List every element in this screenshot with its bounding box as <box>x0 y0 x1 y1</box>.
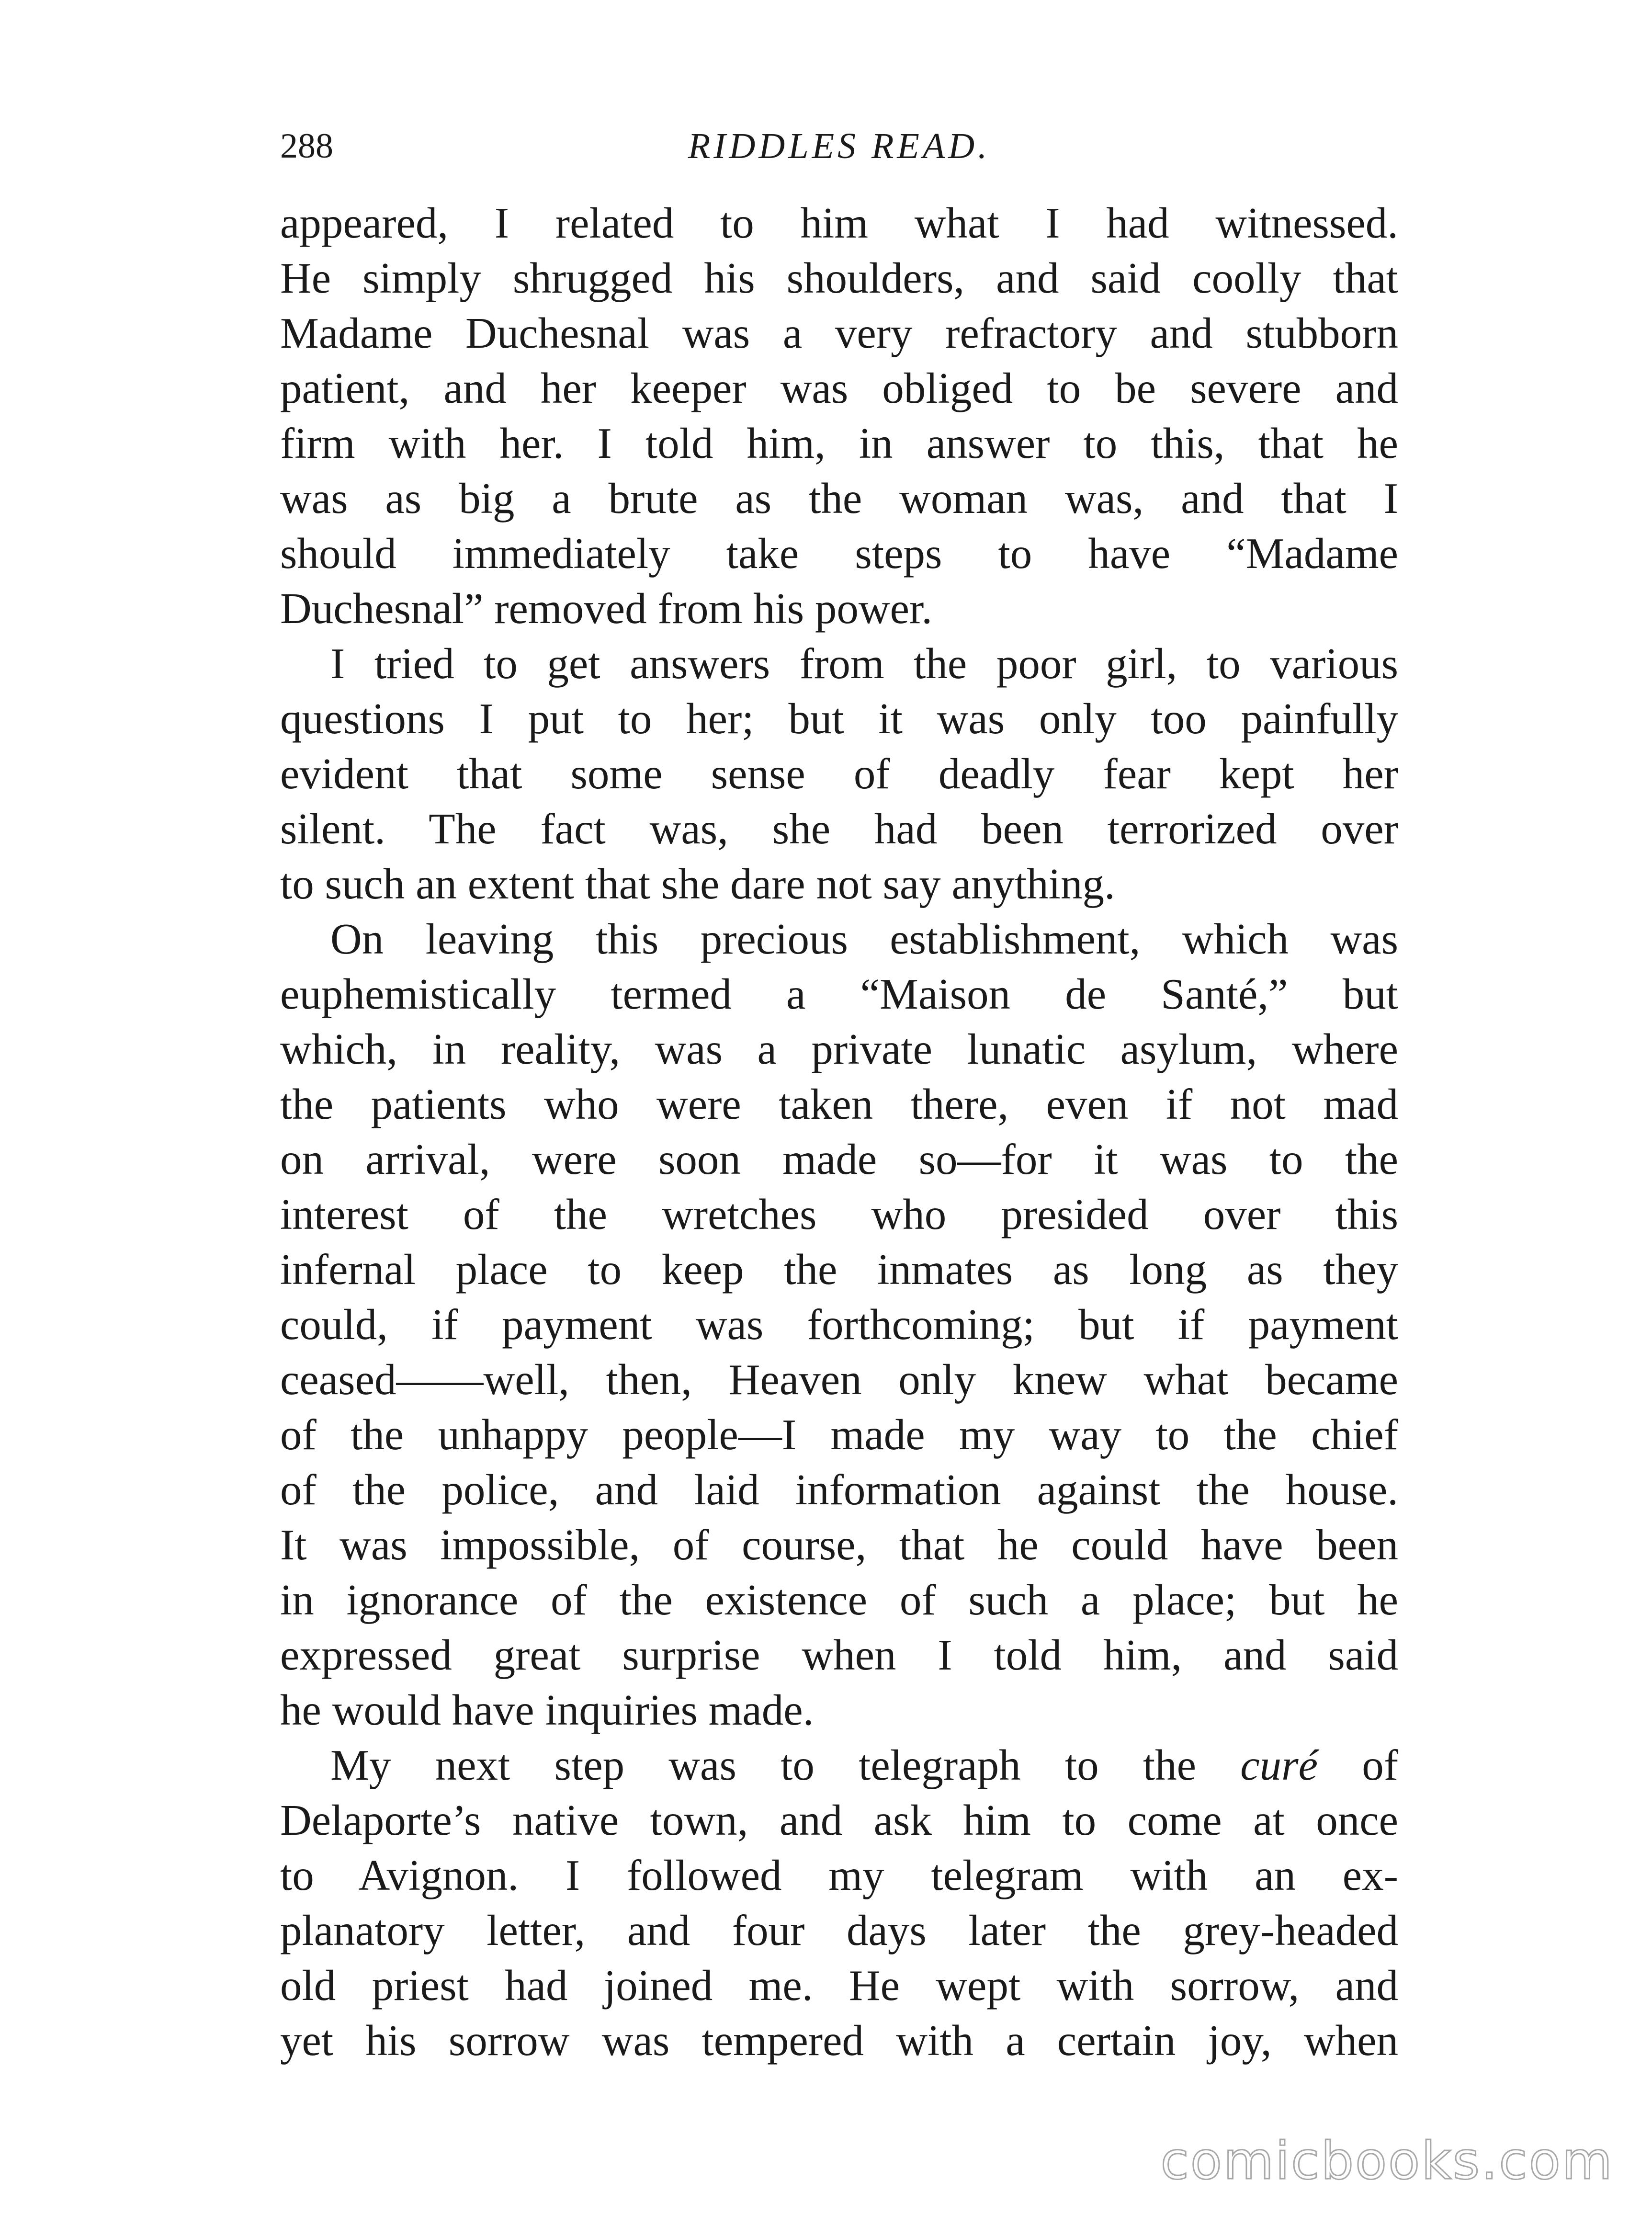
text-line: infernal place to keep the inmates as long as they <box>280 1245 1398 1294</box>
text-line: planatory letter, and four days later the grey-headed <box>280 1906 1398 1954</box>
text-run: of <box>1362 1741 1399 1789</box>
text-line: should immediately take steps to have “Madame <box>280 529 1398 578</box>
text-line: to Avignon. I followed my telegram with an ex- <box>280 1851 1398 1899</box>
text-line <box>280 1738 1398 1793</box>
text-line: of the unhappy people—I made my way to the chief <box>280 1410 1398 1459</box>
text-line: Delaporte’s native town, and ask him to come at once <box>280 1796 1398 1844</box>
text-line: He simply shrugged his shoulders, and said coolly that <box>280 254 1398 302</box>
text-line: on arrival, were soon made so—for it was to the <box>280 1135 1398 1183</box>
text-line: the patients who were taken there, even if not mad <box>280 1080 1398 1128</box>
text-line: appeared, I related to him what I had witnessed. <box>280 199 1398 247</box>
watermark: comicbooks.com <box>1160 2131 1614 2191</box>
text-line: Madame Duchesnal was a very refractory and stubborn <box>280 309 1398 357</box>
paragraph-3 <box>280 911 1398 1738</box>
text-run: My next step was to telegraph to the <box>330 1741 1197 1789</box>
text-line: interest of the wretches who presided over this <box>280 1190 1398 1238</box>
paragraph-1 <box>280 195 1398 636</box>
text-line: I tried to get answers from the poor girl, to various <box>330 639 1398 688</box>
text-line: was as big a brute as the woman was, and that I <box>280 474 1398 523</box>
text-line: which, in reality, was a private lunatic asylum, where <box>280 1025 1398 1073</box>
page-header <box>280 120 1398 172</box>
text-line: patient, and her keeper was obliged to be severe and <box>280 364 1398 412</box>
text-line: silent. The fact was, she had been terrorized over <box>280 805 1398 853</box>
text-line: in ignorance of the existence of such a place; but he <box>280 1576 1398 1624</box>
text-line: On leaving this precious establishment, which was <box>330 915 1398 963</box>
text-line: questions I put to her; but it was only too painfully <box>280 694 1398 743</box>
text-line: ceased——well, then, Heaven only knew what became <box>280 1355 1398 1404</box>
text-line: of the police, and laid information against the house. <box>280 1466 1398 1514</box>
text-line: It was impossible, of course, that he could have been <box>280 1521 1398 1569</box>
text-line: evident that some sense of deadly fear kept her <box>280 750 1398 798</box>
text-line: firm with her. I told him, in answer to this, that he <box>280 419 1398 467</box>
paragraph-2 <box>280 636 1398 911</box>
text-line: could, if payment was forthcoming; but if payment <box>280 1300 1398 1349</box>
running-title: RIDDLES READ. <box>688 126 991 166</box>
text-line: Duchesnal” removed from his power. <box>280 584 933 633</box>
text-line: he would have inquiries made. <box>280 1686 814 1734</box>
text-line: to such an extent that she dare not say anything. <box>280 860 1115 908</box>
paragraph-4 <box>280 1738 1398 2068</box>
text-line: old priest had joined me. He wept with sorrow, and <box>280 1961 1398 2010</box>
page-number: 288 <box>280 126 333 166</box>
body-text <box>280 195 1398 2068</box>
text-line: expressed great surprise when I told him, and said <box>280 1631 1398 1679</box>
text-line: yet his sorrow was tempered with a certain joy, when <box>280 2016 1398 2065</box>
text-line: euphemistically termed a “Maison de Santé,” but <box>280 970 1398 1018</box>
italic-word: curé <box>1240 1741 1318 1789</box>
